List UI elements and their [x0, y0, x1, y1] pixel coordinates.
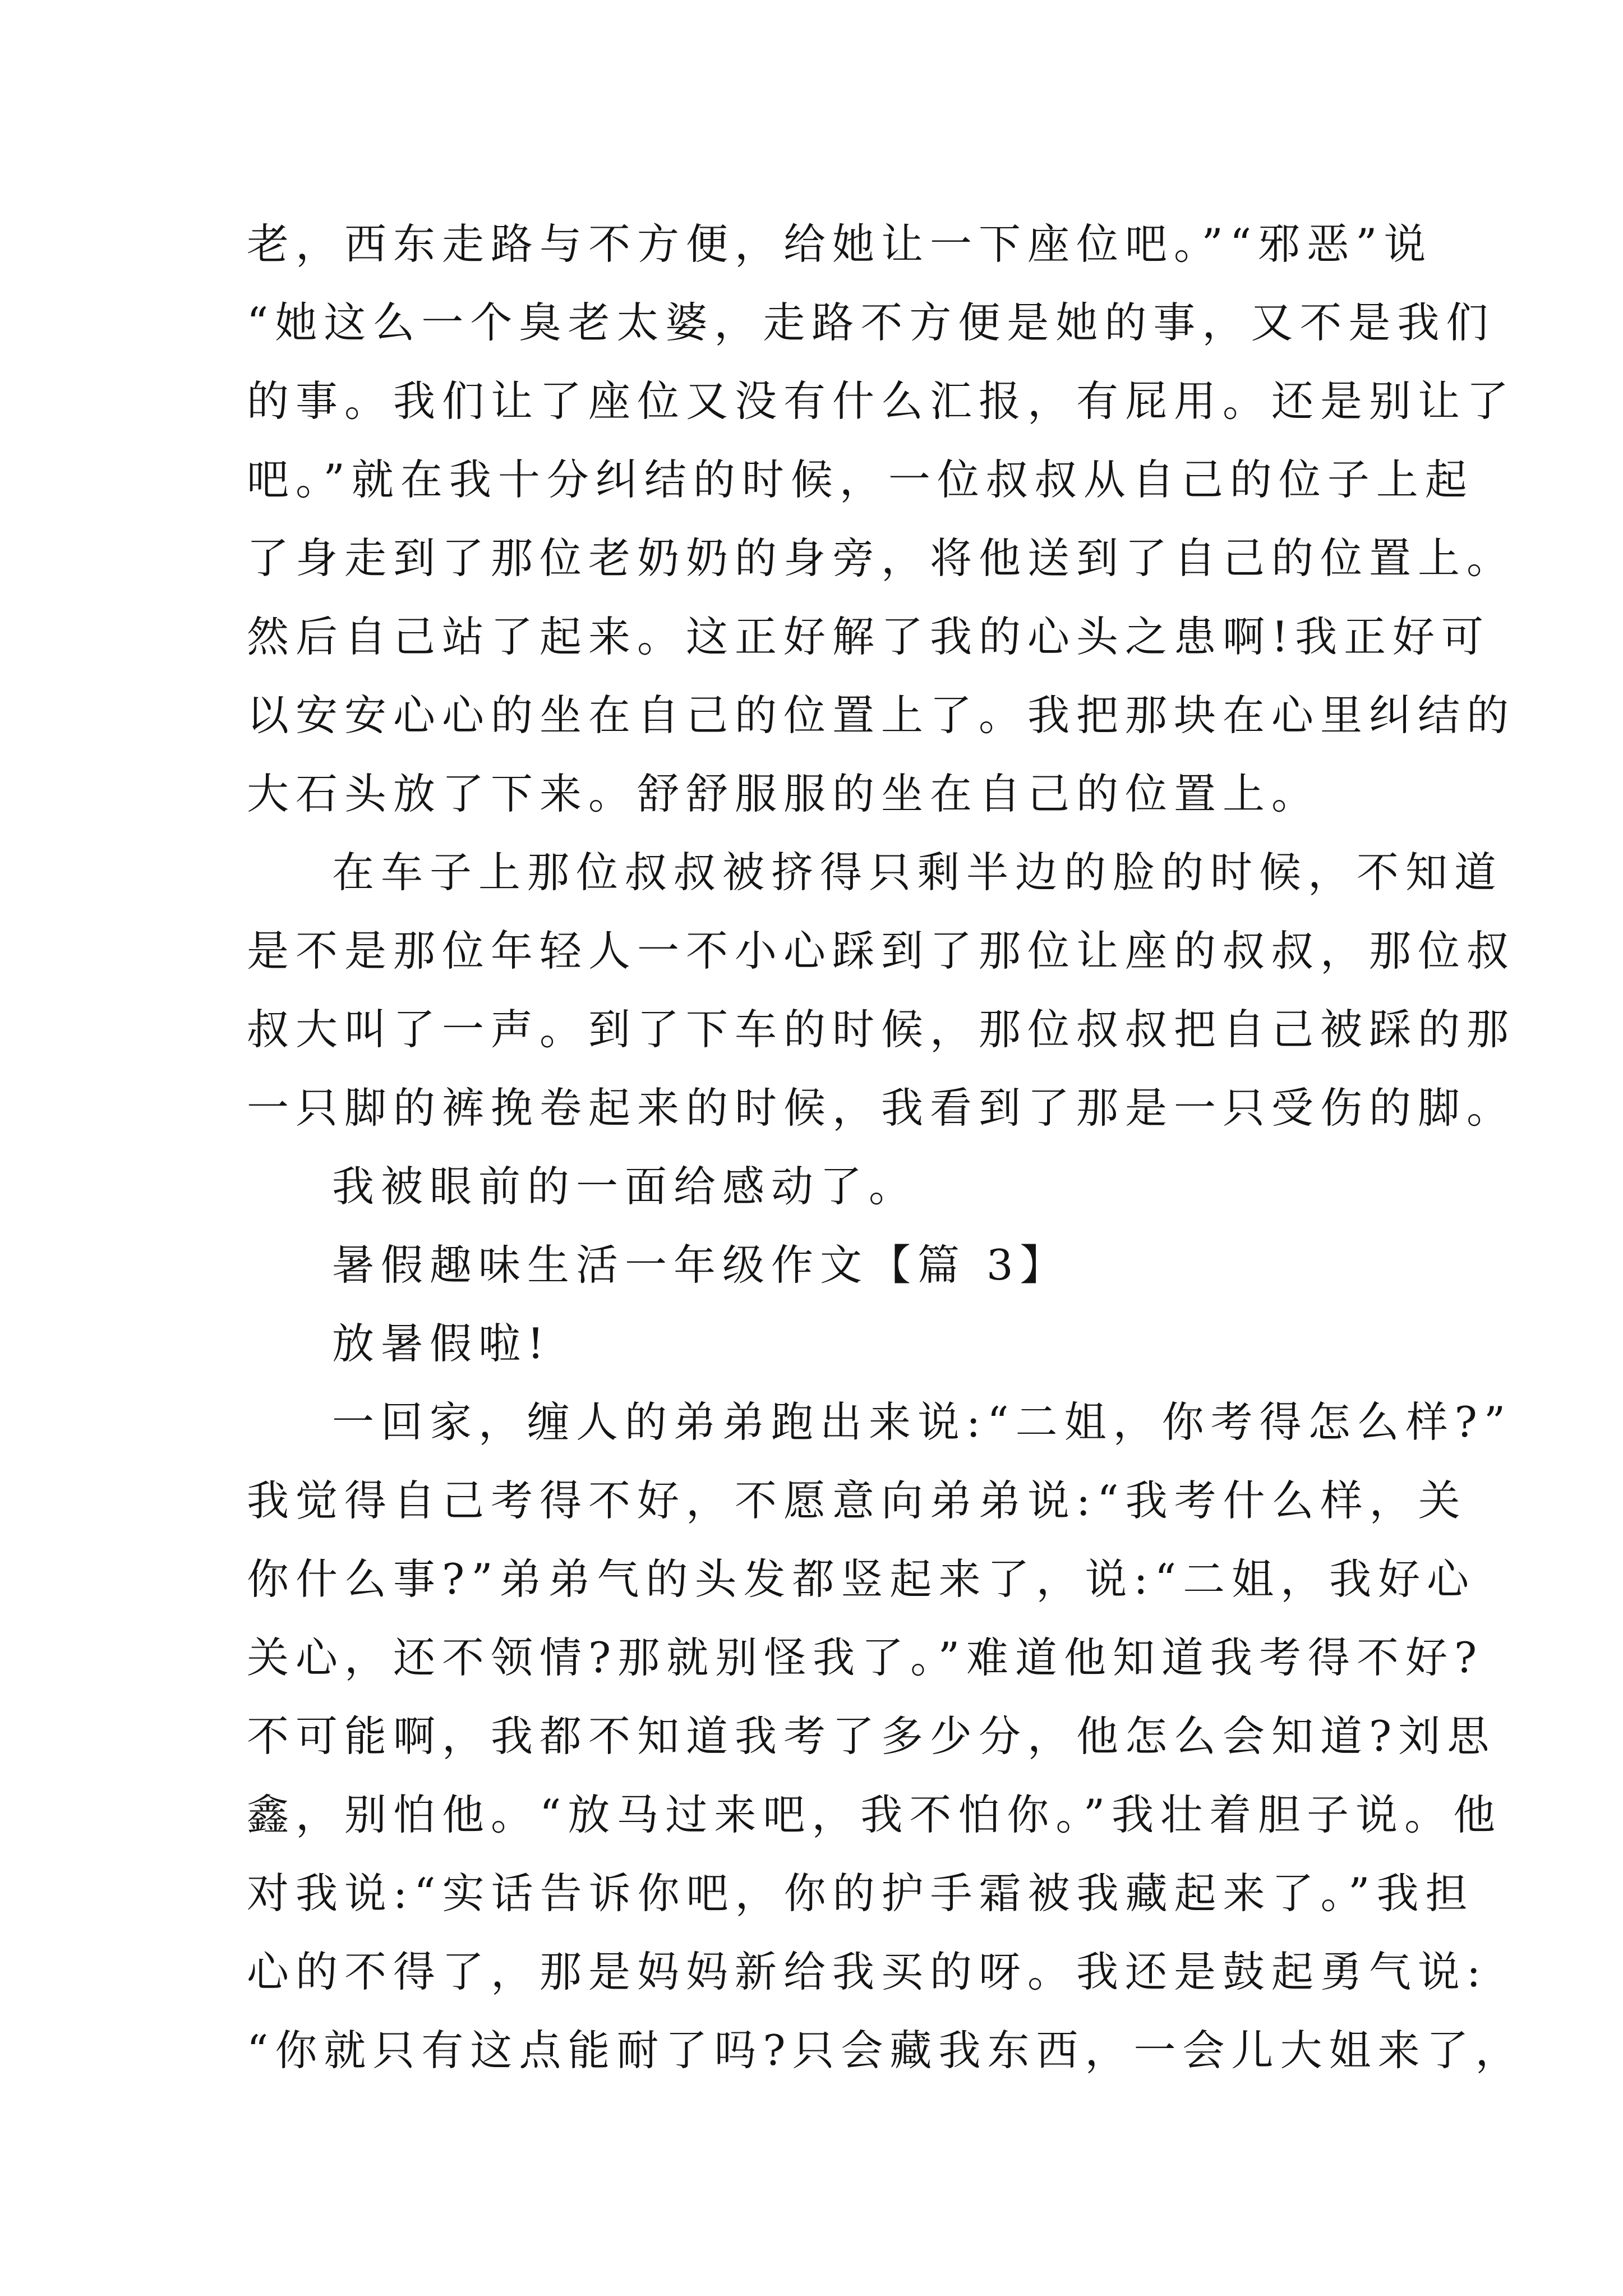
text-line: 我被眼前的一面给感动了。: [332, 1162, 918, 1211]
text-line: 一只脚的裤挽卷起来的时候，我看到了那是一只受伤的脚。: [247, 1083, 1516, 1133]
text-line: 了身走到了那位老奶奶的身旁，将他送到了自己的位置上。: [247, 533, 1516, 583]
text-line: 叔大叫了一声。到了下车的时候，那位叔叔把自己被踩的那: [247, 1005, 1516, 1054]
text-line: 是不是那位年轻人一不小心踩到了那位让座的叔叔，那位叔: [247, 926, 1516, 976]
text-line: 你什么事?”弟弟气的头发都竖起来了，说:“二姐，我好心: [247, 1554, 1476, 1604]
text-line: 放暑假啦!: [332, 1319, 551, 1368]
text-line: 大石头放了下来。舒舒服服的坐在自己的位置上。: [247, 769, 1321, 818]
text-line: 对我说:“实话告诉你吧，你的护手霜被我藏起来了。”我担: [247, 1869, 1474, 1918]
text-line: 鑫，别怕他。“放马过来吧，我不怕你。”我壮着胆子说。他: [247, 1790, 1502, 1839]
text-line: 关心，还不领情?那就别怪我了。”难道他知道我考得不好?: [247, 1633, 1484, 1682]
text-line: 吧。”就在我十分纠结的时候，一位叔叔从自己的位子上起: [247, 455, 1474, 504]
section-heading: 暑假趣味生活一年级作文【篇 3】: [332, 1240, 1069, 1290]
text-line: 一回家，缠人的弟弟跑出来说:“二姐，你考得怎么样?”: [332, 1397, 1513, 1447]
text-line: 不可能啊，我都不知道我考了多少分，他怎么会知道?刘思: [247, 1711, 1496, 1761]
text-line: 在车子上那位叔叔被挤得只剩半边的脸的时候，不知道: [332, 848, 1504, 897]
text-line: “你就只有这点能耐了吗?只会藏我东西，一会儿大姐来了，: [247, 2026, 1524, 2075]
text-line: “她这么一个臭老太婆，走路不方便是她的事，又不是我们: [247, 298, 1495, 347]
text-line: 心的不得了，那是妈妈新给我买的呀。我还是鼓起勇气说:: [247, 1947, 1488, 1996]
text-line: 的事。我们让了座位又没有什么汇报，有屁用。还是别让了: [247, 376, 1516, 426]
text-line: 老，西东走路与不方便，给她让一下座位吧。”“邪恶”说: [247, 219, 1433, 269]
text-line: 然后自己站了起来。这正好解了我的心头之患啊!我正好可: [247, 612, 1491, 661]
text-line: 以安安心心的坐在自己的位置上了。我把那块在心里纠结的: [247, 691, 1516, 740]
text-line: 我觉得自己考得不好，不愿意向弟弟说:“我考什么样，关: [247, 1476, 1467, 1525]
